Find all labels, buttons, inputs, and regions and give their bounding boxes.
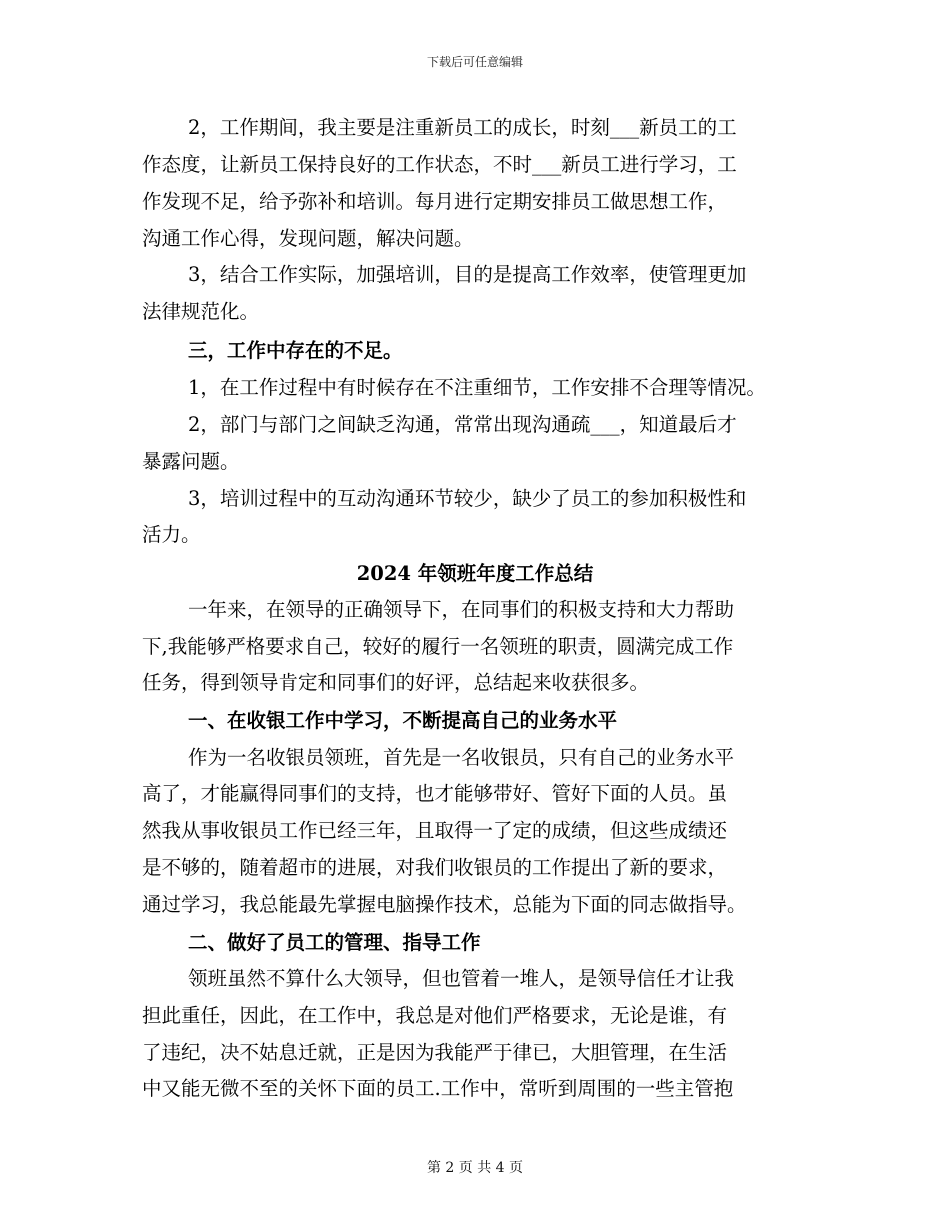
page-header: 下载后可任意编辑 bbox=[426, 55, 523, 69]
section-heading: 三，工作中存在的不足。 bbox=[188, 339, 403, 362]
paragraph-line: 高了，才能赢得同事们的支持，也才能够带好、管好下面的人员。虽 bbox=[142, 782, 728, 805]
paragraph-line: 下,我能够严格要求自己，较好的履行一名领班的职责，圆满完成工作 bbox=[142, 635, 734, 658]
paragraph-line: 一年来，在领导的正确领导下，在同事们的积极支持和大力帮助 bbox=[188, 598, 735, 621]
paragraph-line: 中又能无微不至的关怀下面的员工.工作中，常听到周围的一些主管抱 bbox=[142, 1077, 734, 1100]
paragraph-line: 3，培训过程中的互动沟通环节较少，缺少了员工的参加积极性和 bbox=[188, 487, 747, 510]
section-heading: 一、在收银工作中学习，不断提高自己的业务水平 bbox=[188, 709, 618, 732]
paragraph-line: 法律规范化。 bbox=[142, 300, 260, 323]
paragraph-line: 了违纪，决不姑息迁就，正是因为我能严于律已，大胆管理，在生活 bbox=[142, 1041, 728, 1064]
page-number: 第 2 页 共 4 页 bbox=[426, 1160, 524, 1176]
paragraph-line: 然我从事收银员工作已经三年，且取得一了定的成绩，但这些成绩还 bbox=[142, 819, 728, 842]
section-heading: 二、做好了员工的管理、指导工作 bbox=[188, 931, 481, 954]
paragraph-line: 领班虽然不算什么大领导，但也管着一堆人，是领导信任才让我 bbox=[188, 967, 735, 990]
paragraph-line: 是不够的，随着超市的进展，对我们收银员的工作提出了新的要求， bbox=[142, 856, 728, 879]
paragraph-line: 2，部门与部门之间缺乏沟通，常常出现沟通疏___，知道最后才 bbox=[188, 413, 737, 436]
paragraph-line: 1，在工作过程中有时候存在不注重细节，工作安排不合理等情况。 bbox=[188, 376, 766, 399]
paragraph-line: 沟通工作心得，发现问题，解决问题。 bbox=[142, 227, 474, 250]
paragraph-line: 担此重任，因此，在工作中，我总是对他们严格要求，无论是谁，有 bbox=[142, 1004, 728, 1027]
document-title: 2024 年领班年度工作总结 bbox=[356, 562, 594, 585]
paragraph-line: 2，工作期间，我主要是注重新员工的成长，时刻___新员工的工 bbox=[188, 116, 737, 139]
paragraph-line: 作发现不足，给予弥补和培训。每月进行定期安排员工做思想工作， bbox=[142, 190, 728, 213]
paragraph-line: 3，结合工作实际，加强培训，目的是提高工作效率，使管理更加 bbox=[188, 263, 747, 286]
paragraph-line: 活力。 bbox=[142, 523, 201, 546]
paragraph-line: 任务，得到领导肯定和同事们的好评，总结起来收获很多。 bbox=[142, 671, 650, 694]
paragraph-line: 作为一名收银员领班，首先是一名收银员，只有自己的业务水平 bbox=[188, 746, 735, 769]
paragraph-line: 作态度，让新员工保持良好的工作状态，不时___新员工进行学习，工 bbox=[142, 153, 737, 176]
paragraph-line: 暴露问题。 bbox=[142, 450, 240, 473]
paragraph-line: 通过学习，我总能最先掌握电脑操作技术，总能为下面的同志做指导。 bbox=[142, 893, 747, 916]
